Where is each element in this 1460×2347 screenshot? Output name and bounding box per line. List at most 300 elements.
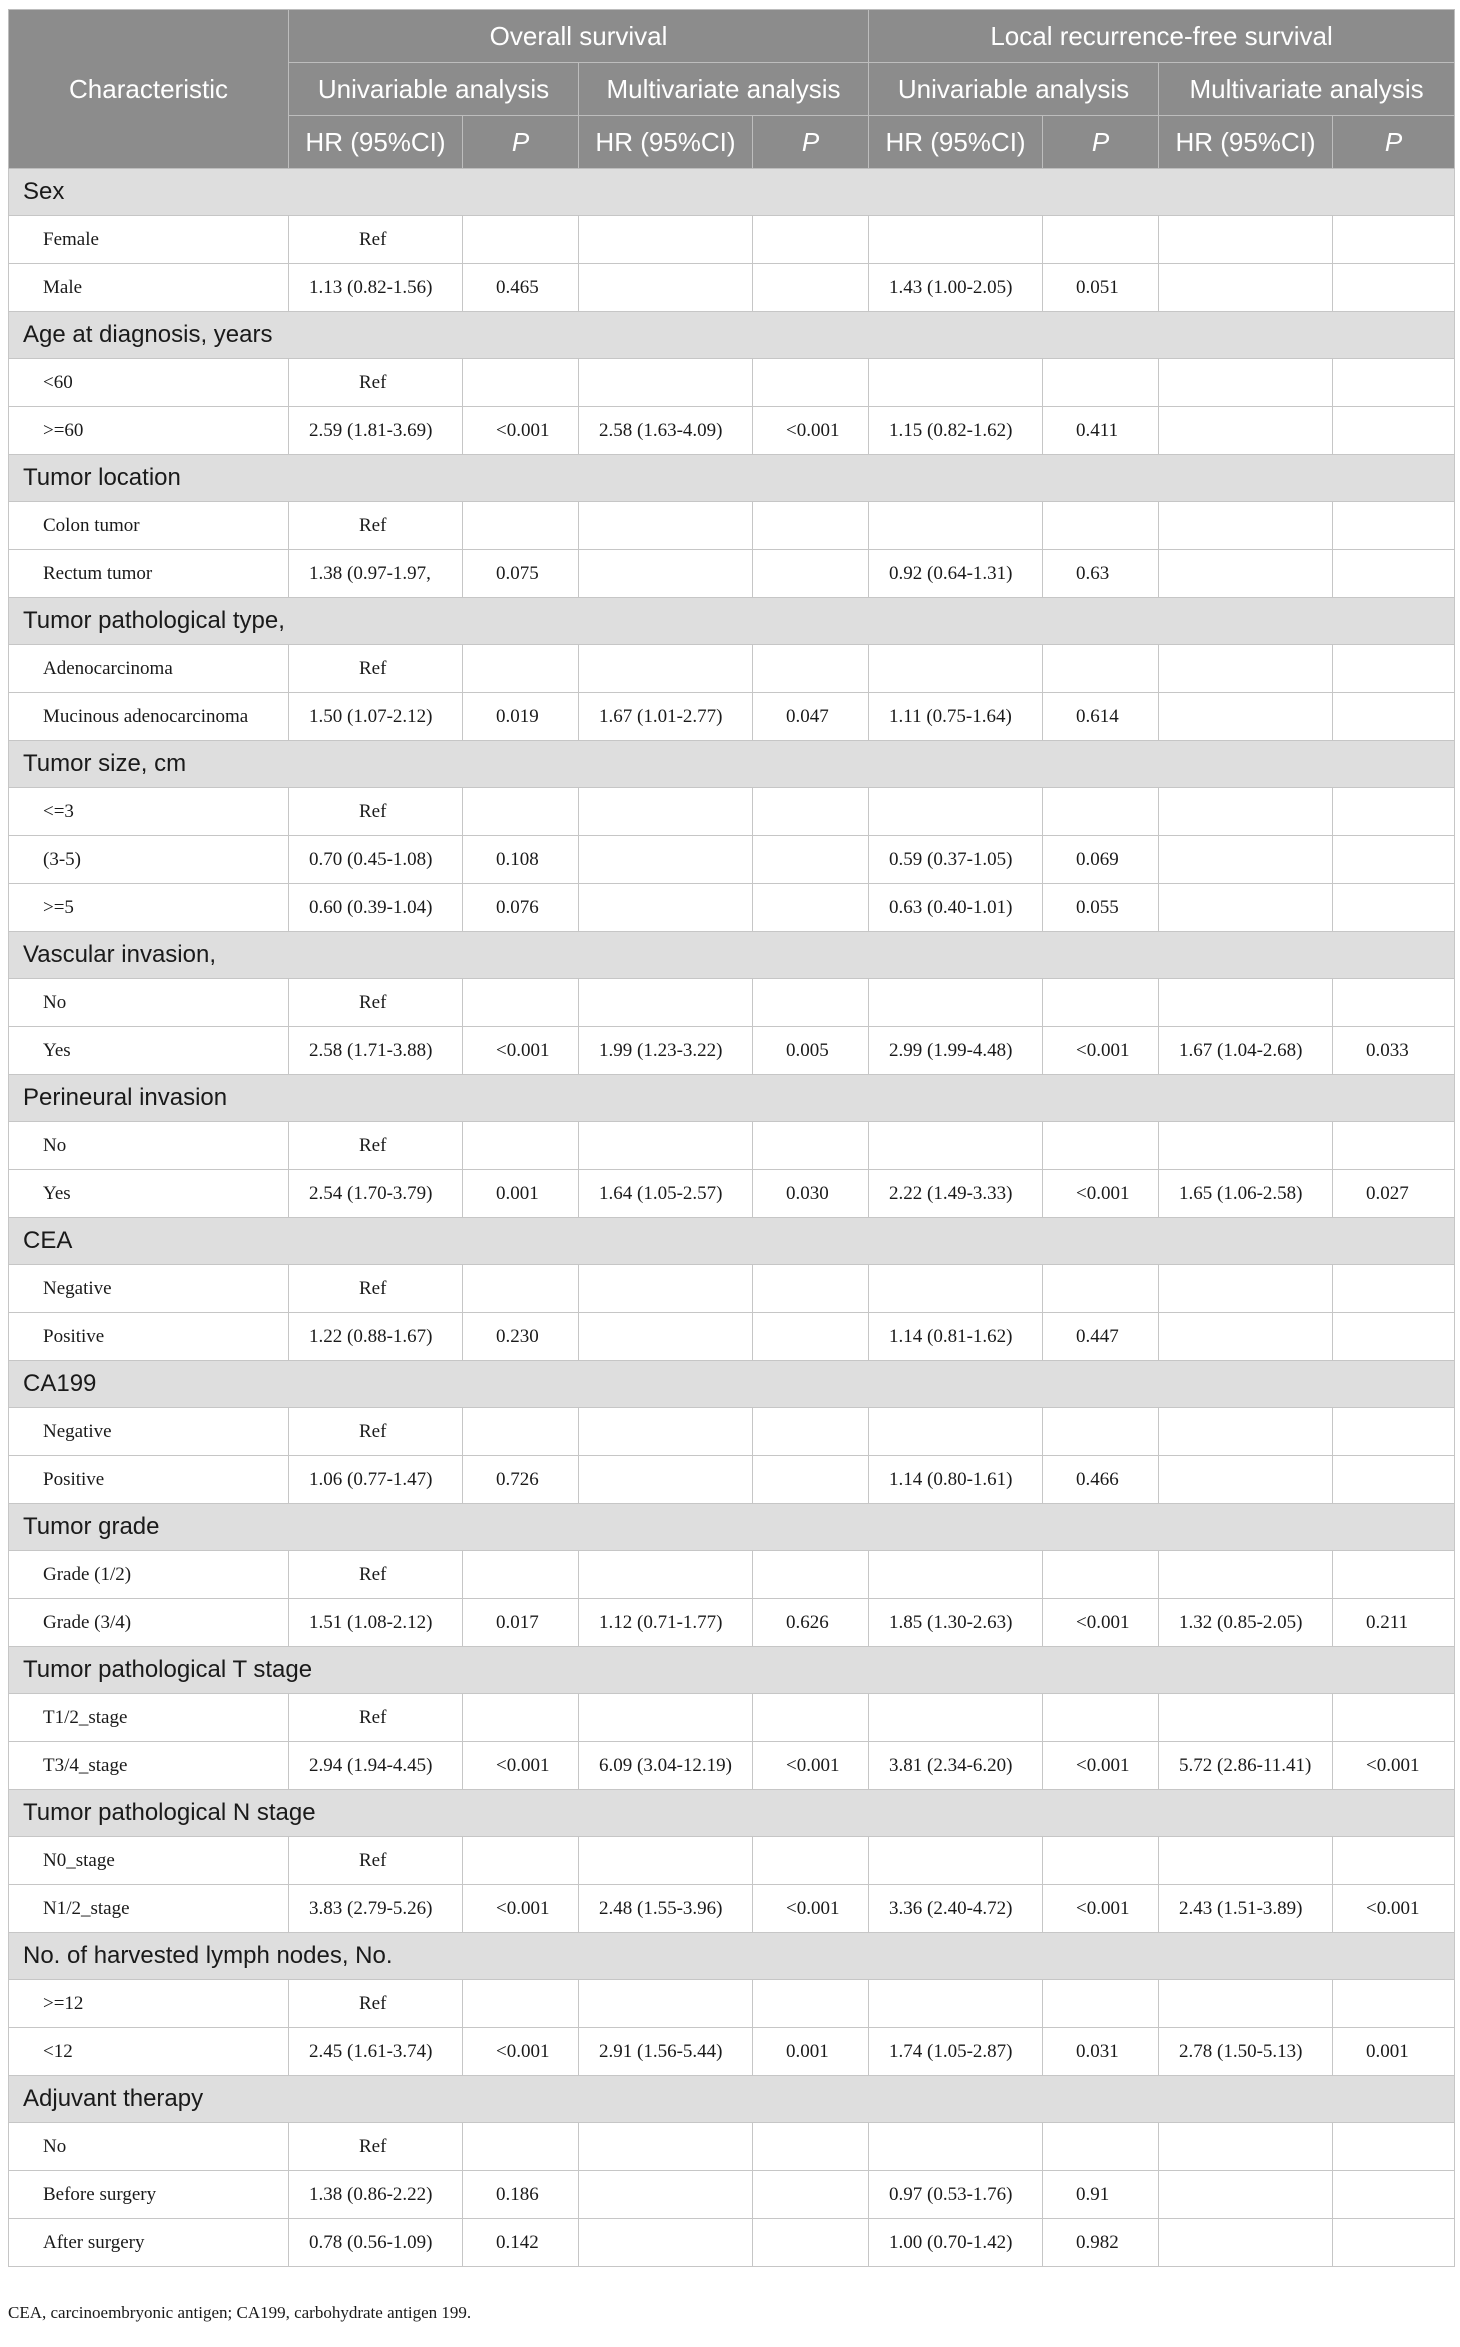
row-label-cell: >=12 xyxy=(9,1980,289,2028)
os-multi-hr-cell xyxy=(579,1456,753,1504)
os-uni-p-cell: 0.076 xyxy=(463,884,579,932)
lrfs-uni-p-cell: 0.91 xyxy=(1043,2171,1159,2219)
section-title: CA199 xyxy=(9,1361,1455,1408)
lrfs-multi-p-cell xyxy=(1333,1408,1455,1456)
os-uni-p-cell xyxy=(463,359,579,407)
os-multi-p-cell xyxy=(753,1313,869,1361)
os-multi-p-cell: 0.001 xyxy=(753,2028,869,2076)
os-uni-p-cell: <0.001 xyxy=(463,1885,579,1933)
lrfs-multi-hr-cell xyxy=(1159,502,1333,550)
lrfs-uni-p-cell xyxy=(1043,788,1159,836)
lrfs-multi-hr-cell xyxy=(1159,645,1333,693)
os-multi-p-cell: 0.005 xyxy=(753,1027,869,1075)
os-uni-p-cell xyxy=(463,1551,579,1599)
lrfs-uni-hr-header: HR (95%CI) xyxy=(869,116,1043,169)
os-multi-hr-cell xyxy=(579,1265,753,1313)
os-uni-p-cell: 0.142 xyxy=(463,2219,579,2267)
os-multi-p-cell: <0.001 xyxy=(753,1742,869,1790)
lrfs-multi-p-cell: <0.001 xyxy=(1333,1885,1455,1933)
section-header-row xyxy=(9,2076,1455,2123)
lrfs-uni-p-cell: 0.447 xyxy=(1043,1313,1159,1361)
lrfs-uni-hr-cell: 1.14 (0.80-1.61) xyxy=(869,1456,1043,1504)
lrfs-multi-hr-cell xyxy=(1159,1408,1333,1456)
os-multi-p-cell xyxy=(753,1694,869,1742)
lrfs-uni-hr-cell: 1.74 (1.05-2.87) xyxy=(869,2028,1043,2076)
lrfs-uni-hr-cell xyxy=(869,1551,1043,1599)
survival-table-container xyxy=(8,9,1454,2267)
lrfs-multi-p-cell xyxy=(1333,1837,1455,1885)
os-multi-hr-cell: 1.67 (1.01-2.77) xyxy=(579,693,753,741)
os-uni-p-cell xyxy=(463,502,579,550)
section-header-row xyxy=(9,1933,1455,1980)
lrfs-uni-hr-cell xyxy=(869,2123,1043,2171)
os-uni-p-cell: 0.017 xyxy=(463,1599,579,1647)
lrfs-multi-hr-cell: 5.72 (2.86-11.41) xyxy=(1159,1742,1333,1790)
lrfs-multi-p-cell: 0.033 xyxy=(1333,1027,1455,1075)
table-row xyxy=(9,1170,1455,1218)
os-uni-p-cell xyxy=(463,645,579,693)
lrfs-uni-hr-cell: 1.15 (0.82-1.62) xyxy=(869,407,1043,455)
lrfs-uni-hr-cell xyxy=(869,1265,1043,1313)
os-multi-hr-cell: 2.58 (1.63-4.09) xyxy=(579,407,753,455)
lrfs-multi-p-header: P xyxy=(1333,116,1455,169)
lrfs-multivariate-header: Multivariate analysis xyxy=(1159,63,1455,116)
os-uni-hr-cell: Ref xyxy=(289,979,463,1027)
os-multi-hr-cell xyxy=(579,884,753,932)
section-header-row xyxy=(9,741,1455,788)
lrfs-uni-hr-cell: 1.00 (0.70-1.42) xyxy=(869,2219,1043,2267)
os-multi-hr-cell xyxy=(579,1837,753,1885)
lrfs-multi-hr-cell xyxy=(1159,216,1333,264)
os-uni-p-cell xyxy=(463,1694,579,1742)
row-label-cell: <12 xyxy=(9,2028,289,2076)
lrfs-uni-p-cell xyxy=(1043,1694,1159,1742)
section-title: Tumor grade xyxy=(9,1504,1455,1551)
lrfs-multi-p-cell xyxy=(1333,264,1455,312)
table-row xyxy=(9,2219,1455,2267)
lrfs-uni-p-cell: <0.001 xyxy=(1043,1885,1159,1933)
lrfs-uni-p-cell xyxy=(1043,216,1159,264)
row-label-cell: >=60 xyxy=(9,407,289,455)
row-label-cell: Grade (3/4) xyxy=(9,1599,289,1647)
os-uni-p-cell: <0.001 xyxy=(463,407,579,455)
lrfs-multi-p-cell xyxy=(1333,1694,1455,1742)
lrfs-multi-hr-cell xyxy=(1159,1313,1333,1361)
lrfs-uni-hr-cell xyxy=(869,1837,1043,1885)
lrfs-multi-hr-cell: 1.32 (0.85-2.05) xyxy=(1159,1599,1333,1647)
lrfs-uni-p-cell: 0.411 xyxy=(1043,407,1159,455)
os-multi-hr-cell xyxy=(579,359,753,407)
lrfs-multi-hr-cell xyxy=(1159,884,1333,932)
lrfs-uni-hr-cell xyxy=(869,979,1043,1027)
lrfs-uni-hr-cell: 1.11 (0.75-1.64) xyxy=(869,693,1043,741)
os-uni-p-cell xyxy=(463,216,579,264)
os-multi-hr-cell xyxy=(579,550,753,598)
lrfs-uni-p-cell: 0.051 xyxy=(1043,264,1159,312)
os-multi-hr-cell xyxy=(579,788,753,836)
os-uni-hr-cell: Ref xyxy=(289,502,463,550)
row-label-cell: Yes xyxy=(9,1170,289,1218)
os-uni-hr-cell: 2.45 (1.61-3.74) xyxy=(289,2028,463,2076)
row-label-cell: No xyxy=(9,979,289,1027)
lrfs-multi-hr-cell xyxy=(1159,2123,1333,2171)
local-recurrence-free-survival-header: Local recurrence-free survival xyxy=(869,10,1455,63)
section-header-row xyxy=(9,1504,1455,1551)
lrfs-uni-hr-cell xyxy=(869,1122,1043,1170)
os-multi-hr-cell xyxy=(579,979,753,1027)
lrfs-uni-hr-cell: 3.36 (2.40-4.72) xyxy=(869,1885,1043,1933)
row-label-cell: Rectum tumor xyxy=(9,550,289,598)
lrfs-multi-hr-cell xyxy=(1159,264,1333,312)
section-header-row xyxy=(9,1361,1455,1408)
lrfs-multi-p-cell xyxy=(1333,216,1455,264)
os-multi-hr-cell xyxy=(579,1551,753,1599)
lrfs-uni-hr-cell: 1.14 (0.81-1.62) xyxy=(869,1313,1043,1361)
os-multi-p-cell xyxy=(753,1456,869,1504)
os-multi-hr-cell xyxy=(579,2171,753,2219)
os-multi-p-cell xyxy=(753,550,869,598)
os-multi-p-cell xyxy=(753,264,869,312)
lrfs-multi-hr-cell: 2.43 (1.51-3.89) xyxy=(1159,1885,1333,1933)
os-multi-p-cell: 0.047 xyxy=(753,693,869,741)
os-uni-hr-cell: Ref xyxy=(289,359,463,407)
lrfs-multi-p-cell xyxy=(1333,693,1455,741)
row-label-cell: N0_stage xyxy=(9,1837,289,1885)
lrfs-multi-hr-cell xyxy=(1159,1456,1333,1504)
lrfs-uni-hr-cell xyxy=(869,1694,1043,1742)
lrfs-multi-p-cell xyxy=(1333,788,1455,836)
table-row xyxy=(9,550,1455,598)
os-multi-hr-cell xyxy=(579,1980,753,2028)
section-title: Tumor pathological T stage xyxy=(9,1647,1455,1694)
lrfs-uni-hr-cell: 0.63 (0.40-1.01) xyxy=(869,884,1043,932)
table-row xyxy=(9,1551,1455,1599)
row-label-cell: >=5 xyxy=(9,884,289,932)
table-row xyxy=(9,407,1455,455)
table-row xyxy=(9,1408,1455,1456)
os-multi-p-cell xyxy=(753,1837,869,1885)
lrfs-uni-p-cell xyxy=(1043,1551,1159,1599)
section-header-row xyxy=(9,455,1455,502)
os-multi-hr-cell xyxy=(579,2123,753,2171)
lrfs-uni-hr-cell xyxy=(869,502,1043,550)
section-header-row xyxy=(9,1075,1455,1122)
os-multi-hr-header: HR (95%CI) xyxy=(579,116,753,169)
lrfs-uni-p-cell xyxy=(1043,359,1159,407)
section-header-row xyxy=(9,169,1455,216)
os-uni-hr-cell: Ref xyxy=(289,2123,463,2171)
row-label-cell: (3-5) xyxy=(9,836,289,884)
row-label-cell: Female xyxy=(9,216,289,264)
lrfs-uni-p-cell xyxy=(1043,2123,1159,2171)
os-multi-hr-cell xyxy=(579,645,753,693)
os-multi-hr-cell xyxy=(579,502,753,550)
lrfs-multi-hr-cell xyxy=(1159,1837,1333,1885)
section-title: Age at diagnosis, years xyxy=(9,312,1455,359)
os-uni-p-cell: 0.001 xyxy=(463,1170,579,1218)
lrfs-uni-hr-cell: 1.85 (1.30-2.63) xyxy=(869,1599,1043,1647)
lrfs-multi-hr-cell xyxy=(1159,1122,1333,1170)
lrfs-multi-p-cell xyxy=(1333,502,1455,550)
os-uni-p-cell xyxy=(463,1837,579,1885)
os-uni-hr-cell: Ref xyxy=(289,1265,463,1313)
os-uni-hr-cell: Ref xyxy=(289,1837,463,1885)
os-multi-p-cell: <0.001 xyxy=(753,1885,869,1933)
os-multi-hr-cell xyxy=(579,264,753,312)
table-body xyxy=(9,169,1455,2267)
lrfs-uni-p-cell xyxy=(1043,1122,1159,1170)
os-uni-p-cell: 0.075 xyxy=(463,550,579,598)
os-multi-hr-cell xyxy=(579,836,753,884)
lrfs-multi-hr-cell xyxy=(1159,693,1333,741)
lrfs-multi-p-cell xyxy=(1333,407,1455,455)
row-label-cell: Mucinous adenocarcinoma xyxy=(9,693,289,741)
row-label-cell: No xyxy=(9,2123,289,2171)
os-multi-hr-cell: 1.12 (0.71-1.77) xyxy=(579,1599,753,1647)
table-row xyxy=(9,836,1455,884)
row-label-cell: <=3 xyxy=(9,788,289,836)
lrfs-uni-hr-cell: 2.99 (1.99-4.48) xyxy=(869,1027,1043,1075)
os-multi-p-cell xyxy=(753,2219,869,2267)
lrfs-multi-p-cell xyxy=(1333,1980,1455,2028)
lrfs-multi-hr-cell xyxy=(1159,359,1333,407)
os-uni-p-cell xyxy=(463,1265,579,1313)
section-title: Perineural invasion xyxy=(9,1075,1455,1122)
os-uni-p-cell: <0.001 xyxy=(463,1742,579,1790)
os-uni-hr-cell: Ref xyxy=(289,645,463,693)
row-label-cell: After surgery xyxy=(9,2219,289,2267)
row-label-cell: Positive xyxy=(9,1456,289,1504)
lrfs-multi-p-cell xyxy=(1333,884,1455,932)
section-header-row xyxy=(9,932,1455,979)
lrfs-uni-hr-cell xyxy=(869,1408,1043,1456)
os-multi-p-header: P xyxy=(753,116,869,169)
section-title: No. of harvested lymph nodes, No. xyxy=(9,1933,1455,1980)
os-uni-hr-cell: Ref xyxy=(289,216,463,264)
lrfs-multi-p-cell xyxy=(1333,645,1455,693)
os-multi-hr-cell xyxy=(579,1694,753,1742)
os-uni-hr-cell: 1.38 (0.97-1.97, xyxy=(289,550,463,598)
table-row xyxy=(9,645,1455,693)
lrfs-multi-p-cell xyxy=(1333,1551,1455,1599)
os-multi-p-cell: <0.001 xyxy=(753,407,869,455)
os-uni-hr-cell: 2.59 (1.81-3.69) xyxy=(289,407,463,455)
section-header-row xyxy=(9,312,1455,359)
lrfs-multi-hr-cell xyxy=(1159,1551,1333,1599)
lrfs-multi-hr-cell xyxy=(1159,979,1333,1027)
os-uni-hr-cell: 1.13 (0.82-1.56) xyxy=(289,264,463,312)
lrfs-uni-p-cell xyxy=(1043,1265,1159,1313)
table-row xyxy=(9,1599,1455,1647)
os-uni-hr-cell: 1.22 (0.88-1.67) xyxy=(289,1313,463,1361)
os-multi-p-cell xyxy=(753,1122,869,1170)
row-label-cell: <60 xyxy=(9,359,289,407)
table-row xyxy=(9,1313,1455,1361)
table-row xyxy=(9,788,1455,836)
row-label-cell: Grade (1/2) xyxy=(9,1551,289,1599)
table-row xyxy=(9,2171,1455,2219)
os-uni-p-cell xyxy=(463,979,579,1027)
section-header-row xyxy=(9,1647,1455,1694)
table-row xyxy=(9,1265,1455,1313)
section-header-row xyxy=(9,1218,1455,1265)
row-label-cell: Negative xyxy=(9,1265,289,1313)
lrfs-multi-p-cell: <0.001 xyxy=(1333,1742,1455,1790)
lrfs-uni-hr-cell: 2.22 (1.49-3.33) xyxy=(869,1170,1043,1218)
os-uni-hr-cell: 0.60 (0.39-1.04) xyxy=(289,884,463,932)
row-label-cell: Male xyxy=(9,264,289,312)
os-uni-p-cell: 0.019 xyxy=(463,693,579,741)
lrfs-uni-hr-cell: 0.59 (0.37-1.05) xyxy=(869,836,1043,884)
lrfs-multi-hr-cell xyxy=(1159,550,1333,598)
lrfs-uni-p-cell xyxy=(1043,1837,1159,1885)
os-uni-hr-cell: 3.83 (2.79-5.26) xyxy=(289,1885,463,1933)
lrfs-multi-p-cell: 0.211 xyxy=(1333,1599,1455,1647)
row-label-cell: No xyxy=(9,1122,289,1170)
lrfs-multi-p-cell xyxy=(1333,836,1455,884)
os-uni-hr-cell: Ref xyxy=(289,1122,463,1170)
characteristic-header: Characteristic xyxy=(9,10,289,169)
os-multi-hr-cell: 2.48 (1.55-3.96) xyxy=(579,1885,753,1933)
lrfs-uni-p-cell: 0.466 xyxy=(1043,1456,1159,1504)
os-uni-p-cell: 0.186 xyxy=(463,2171,579,2219)
section-title: Tumor size, cm xyxy=(9,741,1455,788)
os-uni-p-cell: 0.108 xyxy=(463,836,579,884)
lrfs-uni-p-cell: <0.001 xyxy=(1043,1027,1159,1075)
lrfs-multi-hr-cell xyxy=(1159,1265,1333,1313)
lrfs-multi-p-cell xyxy=(1333,359,1455,407)
survival-analysis-table xyxy=(8,9,1455,2267)
lrfs-multi-p-cell xyxy=(1333,1456,1455,1504)
os-uni-hr-cell: Ref xyxy=(289,1694,463,1742)
os-uni-hr-cell: Ref xyxy=(289,1980,463,2028)
os-uni-hr-cell: 1.38 (0.86-2.22) xyxy=(289,2171,463,2219)
lrfs-uni-p-cell xyxy=(1043,645,1159,693)
table-row xyxy=(9,693,1455,741)
os-uni-hr-cell: Ref xyxy=(289,1551,463,1599)
section-title: Tumor pathological N stage xyxy=(9,1790,1455,1837)
section-title: Tumor location xyxy=(9,455,1455,502)
lrfs-univariable-header: Univariable analysis xyxy=(869,63,1159,116)
os-uni-hr-cell: 2.58 (1.71-3.88) xyxy=(289,1027,463,1075)
os-multi-p-cell xyxy=(753,1551,869,1599)
lrfs-multi-p-cell xyxy=(1333,2123,1455,2171)
row-label-cell: Negative xyxy=(9,1408,289,1456)
os-multi-p-cell: 0.626 xyxy=(753,1599,869,1647)
row-label-cell: Colon tumor xyxy=(9,502,289,550)
os-multi-hr-cell xyxy=(579,1122,753,1170)
os-multi-hr-cell xyxy=(579,2219,753,2267)
lrfs-uni-hr-cell xyxy=(869,645,1043,693)
os-uni-p-cell xyxy=(463,1980,579,2028)
lrfs-uni-p-cell: 0.614 xyxy=(1043,693,1159,741)
os-multi-hr-cell xyxy=(579,216,753,264)
os-multi-p-cell: 0.030 xyxy=(753,1170,869,1218)
os-uni-hr-cell: 0.70 (0.45-1.08) xyxy=(289,836,463,884)
lrfs-multi-hr-cell xyxy=(1159,2219,1333,2267)
section-title: Adjuvant therapy xyxy=(9,2076,1455,2123)
os-multi-p-cell xyxy=(753,1408,869,1456)
table-row xyxy=(9,216,1455,264)
table-row xyxy=(9,1980,1455,2028)
table-row xyxy=(9,502,1455,550)
table-row xyxy=(9,1837,1455,1885)
section-header-row xyxy=(9,598,1455,645)
os-multi-p-cell xyxy=(753,645,869,693)
lrfs-uni-p-cell: <0.001 xyxy=(1043,1170,1159,1218)
lrfs-uni-p-cell xyxy=(1043,1408,1159,1456)
os-multi-hr-cell: 1.99 (1.23-3.22) xyxy=(579,1027,753,1075)
os-uni-p-header: P xyxy=(463,116,579,169)
table-row xyxy=(9,359,1455,407)
os-uni-hr-cell: Ref xyxy=(289,1408,463,1456)
lrfs-multi-p-cell xyxy=(1333,550,1455,598)
os-multi-hr-cell xyxy=(579,1408,753,1456)
os-uni-p-cell: <0.001 xyxy=(463,1027,579,1075)
os-uni-p-cell: 0.230 xyxy=(463,1313,579,1361)
os-uni-p-cell xyxy=(463,788,579,836)
lrfs-uni-hr-cell xyxy=(869,788,1043,836)
lrfs-multi-p-cell xyxy=(1333,2171,1455,2219)
lrfs-multi-p-cell xyxy=(1333,2219,1455,2267)
table-row xyxy=(9,2028,1455,2076)
os-multi-p-cell xyxy=(753,884,869,932)
os-multi-p-cell xyxy=(753,1265,869,1313)
os-uni-hr-cell: 1.06 (0.77-1.47) xyxy=(289,1456,463,1504)
lrfs-multi-p-cell xyxy=(1333,1122,1455,1170)
os-uni-hr-header: HR (95%CI) xyxy=(289,116,463,169)
lrfs-uni-p-cell xyxy=(1043,1980,1159,2028)
os-multi-hr-cell: 6.09 (3.04-12.19) xyxy=(579,1742,753,1790)
lrfs-uni-p-cell xyxy=(1043,502,1159,550)
row-label-cell: Positive xyxy=(9,1313,289,1361)
section-title: Sex xyxy=(9,169,1455,216)
lrfs-uni-hr-cell: 3.81 (2.34-6.20) xyxy=(869,1742,1043,1790)
lrfs-uni-p-cell: 0.982 xyxy=(1043,2219,1159,2267)
lrfs-uni-p-cell: <0.001 xyxy=(1043,1742,1159,1790)
lrfs-uni-p-header: P xyxy=(1043,116,1159,169)
row-label-cell: T3/4_stage xyxy=(9,1742,289,1790)
os-uni-hr-cell: 1.51 (1.08-2.12) xyxy=(289,1599,463,1647)
os-uni-p-cell: 0.465 xyxy=(463,264,579,312)
lrfs-uni-p-cell: 0.63 xyxy=(1043,550,1159,598)
os-multi-p-cell xyxy=(753,359,869,407)
os-uni-hr-cell: Ref xyxy=(289,788,463,836)
lrfs-multi-hr-cell xyxy=(1159,2171,1333,2219)
row-label-cell: T1/2_stage xyxy=(9,1694,289,1742)
os-multi-p-cell xyxy=(753,502,869,550)
os-uni-p-cell: 0.726 xyxy=(463,1456,579,1504)
table-row xyxy=(9,1122,1455,1170)
row-label-cell: Adenocarcinoma xyxy=(9,645,289,693)
os-uni-p-cell xyxy=(463,1408,579,1456)
lrfs-multi-p-cell: 0.001 xyxy=(1333,2028,1455,2076)
os-multi-hr-cell: 1.64 (1.05-2.57) xyxy=(579,1170,753,1218)
os-uni-p-cell xyxy=(463,1122,579,1170)
os-uni-hr-cell: 0.78 (0.56-1.09) xyxy=(289,2219,463,2267)
lrfs-uni-hr-cell xyxy=(869,359,1043,407)
lrfs-uni-hr-cell: 0.92 (0.64-1.31) xyxy=(869,550,1043,598)
os-multi-p-cell xyxy=(753,979,869,1027)
os-multi-p-cell xyxy=(753,216,869,264)
row-label-cell: Yes xyxy=(9,1027,289,1075)
lrfs-uni-p-cell: 0.069 xyxy=(1043,836,1159,884)
table-row xyxy=(9,1885,1455,1933)
lrfs-multi-hr-header: HR (95%CI) xyxy=(1159,116,1333,169)
lrfs-multi-hr-cell xyxy=(1159,1694,1333,1742)
lrfs-multi-hr-cell: 1.67 (1.04-2.68) xyxy=(1159,1027,1333,1075)
table-row xyxy=(9,1027,1455,1075)
